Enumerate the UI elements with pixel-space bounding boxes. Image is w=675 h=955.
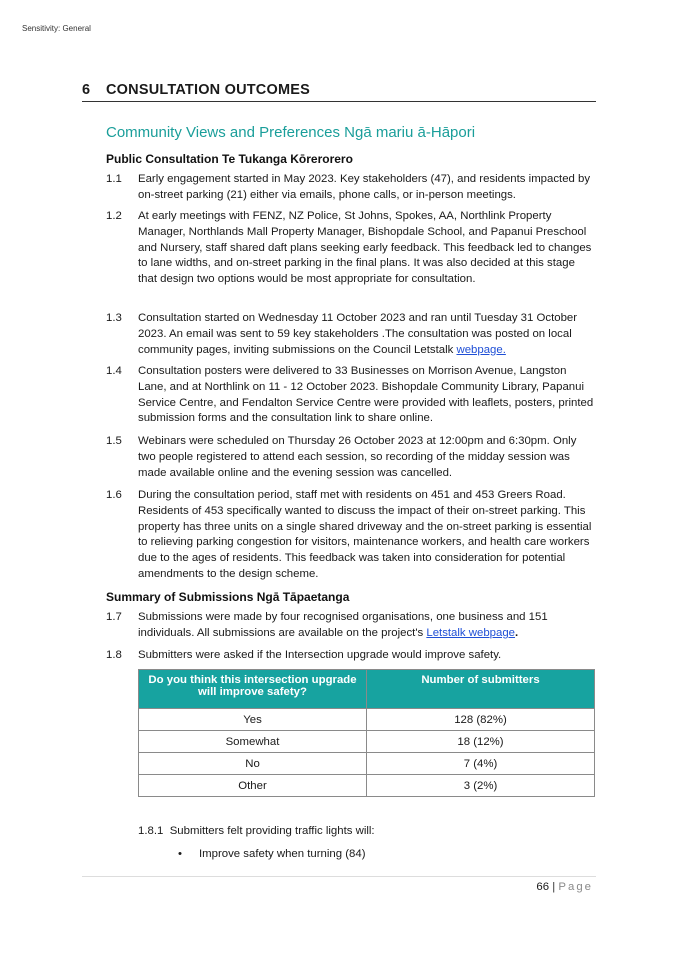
- paragraph-text: Consultation posters were delivered to 33 Businesses on Morrison Avenue, Langston Lane, and at Northlink on 11 - 12 October 2023. Bishopdale Community Library, Papanui Service Centre, and Fendalton Service Centre were provided with leaflets, posters, printed submission forms and the consultation link to share online.: [138, 365, 594, 425]
- paragraph-text: At early meetings with FENZ, NZ Police, St Johns, Spokes, AA, Northlink Property Manager, Northlands Mall Property Manager, Bishopdale School, and Papanui Preschool and Nursery, staff shared daft plans seeking early feedback. This feedback led to changes to lane widths, and on-street parking in the final plans. It was also decided at this stage that design two options would be most appropriate for consultation.: [138, 210, 592, 286]
- bullet-item: [178, 848, 366, 860]
- paragraph-number: 1.8: [106, 649, 122, 661]
- page-footer: [536, 881, 593, 893]
- table-header-row: [139, 670, 595, 709]
- bullet-text: Improve safety when turning (84): [199, 848, 366, 860]
- letstalk-webpage-link[interactable]: Letstalk webpage: [426, 626, 516, 639]
- paragraph-1-8: [106, 648, 596, 664]
- paragraph-number: 1.4: [106, 365, 122, 377]
- subitem-number: 1.8.1: [138, 825, 164, 837]
- table-header-question: Do you think this intersection upgrade will improve safety?: [139, 670, 367, 709]
- paragraph-text: Submitters were asked if the Intersection upgrade would improve safety.: [138, 649, 502, 661]
- paragraph-text: [138, 311, 596, 358]
- paragraph-number: 1.7: [106, 611, 122, 623]
- paragraph-number: 1.3: [106, 312, 122, 324]
- paragraph-1-2: [106, 209, 596, 288]
- table-cell: 128 (82%): [367, 709, 595, 731]
- paragraph-text: Webinars were scheduled on Thursday 26 October 2023 at 12:00pm and 6:30pm. Only two people registered to attend each session, so recording of the midday session was made available online and the evening session was cancelled.: [138, 435, 577, 479]
- paragraph-number: 1.2: [106, 210, 122, 222]
- table-cell: 18 (12%): [367, 731, 595, 753]
- table-row: [139, 775, 595, 797]
- section-number: 6: [82, 82, 91, 98]
- paragraph-text-body: Consultation started on Wednesday 11 October 2023 and ran until Tuesday 31 October 2023. An email was sent to 59 key stakeholders .The consultation was posted on local community pages, inviting submissions on the Council Letstalk: [138, 312, 578, 356]
- bullet-icon: •: [178, 848, 182, 860]
- paragraph-1-5: [106, 434, 596, 481]
- period: .: [515, 626, 519, 639]
- table-cell: Somewhat: [139, 731, 367, 753]
- footer-separator: |: [552, 881, 556, 893]
- table-header-count: Number of submitters: [367, 670, 595, 709]
- paragraph-1-3: [106, 311, 596, 358]
- table-cell: Yes: [139, 709, 367, 731]
- subsection-title: Community Views and Preferences Ngā mariu ā-Hāpori: [106, 124, 476, 141]
- subitem-1-8-1: [138, 825, 375, 837]
- section-heading: [82, 82, 596, 102]
- safety-table: [138, 669, 595, 797]
- summary-heading: Summary of Submissions Ngā Tāpaetanga: [106, 590, 350, 604]
- paragraph-1-1: [106, 172, 596, 204]
- table-cell: 7 (4%): [367, 753, 595, 775]
- paragraph-number: 1.5: [106, 435, 122, 447]
- paragraph-number: 1.1: [106, 173, 122, 185]
- table-cell: No: [139, 753, 367, 775]
- page-number: 66: [536, 881, 550, 893]
- paragraph-text: Early engagement started in May 2023. Key stakeholders (47), and residents impacted by on-street parking (21) either via emails, phone calls, or in-person meetings.: [138, 173, 591, 201]
- table-row: [139, 709, 595, 731]
- paragraph-text: During the consultation period, staff met with residents on 451 and 453 Greers Road. Residents of 453 specifically wanted to discuss the impact of their on-street parking. This property has three units on a single shared driveway and the on-street parking is essential to relieving parking congestion for visitors, maintenance workers, and health care workers due to the ages of residents. This feedback was taken into consideration for potential amendments to the design scheme.: [138, 489, 592, 580]
- table-row: [139, 753, 595, 775]
- table-cell: Other: [139, 775, 367, 797]
- footer-divider: [82, 876, 596, 877]
- paragraph-1-6: [106, 488, 596, 583]
- page-label: Page: [558, 881, 593, 893]
- section-title: CONSULTATION OUTCOMES: [106, 82, 310, 98]
- paragraph-text: [138, 610, 596, 642]
- paragraph-text-body: Submissions were made by four recognised organisations, one business and 151 individuals. All submissions are available on the project's: [138, 611, 548, 639]
- table-row: [139, 731, 595, 753]
- sensitivity-label: Sensitivity: General: [22, 24, 91, 33]
- table-cell: 3 (2%): [367, 775, 595, 797]
- paragraph-1-4: [106, 364, 596, 427]
- webpage-link[interactable]: webpage.: [456, 343, 506, 356]
- paragraph-number: 1.6: [106, 489, 122, 501]
- subitem-text: Submitters felt providing traffic lights will:: [169, 825, 375, 837]
- paragraph-1-7: [106, 610, 596, 642]
- public-consultation-heading: Public Consultation Te Tukanga Kōrerorero: [106, 152, 353, 166]
